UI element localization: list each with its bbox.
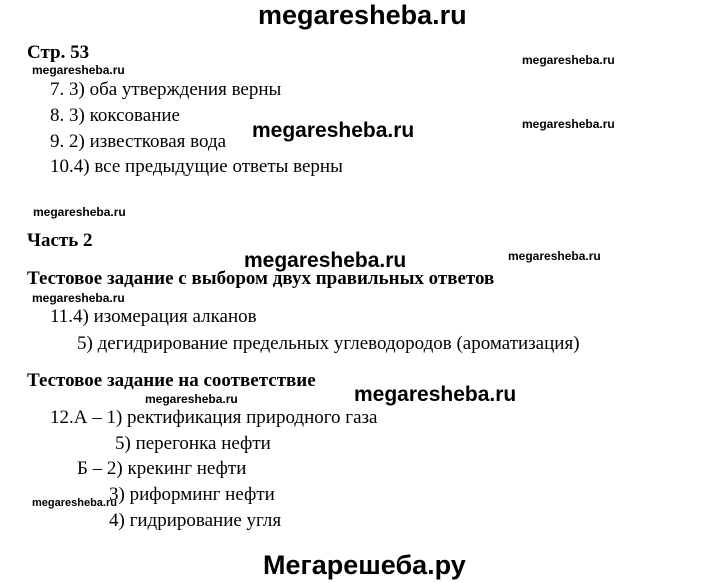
watermark: megaresheba.ru	[32, 497, 117, 509]
answer-line: 5) перегонка нефти	[115, 433, 271, 454]
answer-line: 12.А – 1) ректификация природного газа	[50, 407, 378, 428]
header-watermark: megaresheba.ru	[258, 0, 467, 30]
answer-line: 7. 3) оба утверждения верны	[50, 79, 282, 100]
page-title: Стр. 53	[27, 42, 90, 63]
answer-line: 10.4) все предыдущие ответы верны	[50, 156, 343, 177]
part-title: Часть 2	[27, 230, 93, 251]
watermark: megaresheba.ru	[244, 249, 407, 272]
watermark: megaresheba.ru	[33, 205, 126, 219]
watermark: megaresheba.ru	[32, 63, 125, 77]
watermark: megaresheba.ru	[32, 291, 125, 305]
answer-line: 11.4) изомерация алканов	[50, 306, 257, 327]
section-title: Тестовое задание на соответствие	[27, 370, 316, 391]
footer-brand: Мегарешеба.ру	[263, 550, 466, 580]
answer-line: 3) риформинг нефти	[109, 484, 275, 505]
watermark: megaresheba.ru	[252, 119, 415, 142]
answer-line: 8. 3) коксование	[50, 105, 180, 126]
watermark: megaresheba.ru	[145, 392, 238, 406]
watermark: megaresheba.ru	[522, 53, 615, 67]
answer-line: 4) гидрирование угля	[109, 510, 282, 531]
watermark: megaresheba.ru	[508, 249, 601, 263]
watermark: megaresheba.ru	[522, 117, 615, 131]
watermark: megaresheba.ru	[354, 383, 517, 406]
section-title: Тестовое задание с выбором двух правильных ответов	[27, 268, 495, 289]
answer-line: 5) дегидрирование предельных углеводородов (ароматизация)	[77, 333, 580, 354]
answer-line: Б – 2) крекинг нефти	[77, 458, 247, 479]
answer-line: 9. 2) известковая вода	[50, 131, 227, 152]
